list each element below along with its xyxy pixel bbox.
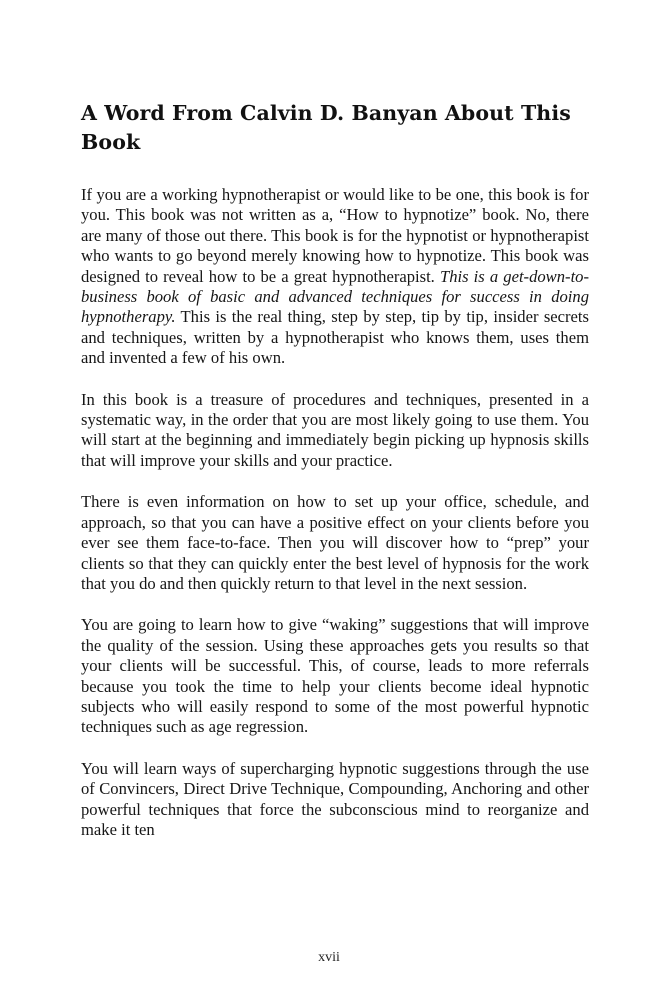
paragraph-2: In this book is a treasure of procedures and techniques, presented in a systematic way, in the order that you are most likely going to use them. You will start at the beginning and immediately begin picking up hypnosis skills that will improve your skills and your practice. — [81, 389, 589, 470]
paragraph-3: There is even information on how to set up your office, schedule, and approach, so that you can have a positive effect on your clients before you ever see them face-to-face. Then you will discover how to “prep” your clients so that they can quickly enter the best level of hypnosis for the work that you do and then quickly return to that level in the next session. — [81, 492, 589, 593]
page-title: A Word From Calvin D. Banyan About This Book — [81, 101, 571, 154]
paragraph-1 — [81, 185, 589, 369]
paragraph-4: You are going to learn how to give “waking” suggestions that will improve the quality of the session. Using these approaches gets you results so that your clients will be successful. This, of course, leads to more referrals because you took the time to help your clients become ideal hypnotic subjects who will easily respond to some of the most powerful hypnotic techniques such as age regression. — [81, 615, 589, 737]
page-number: xvii — [318, 950, 340, 965]
paragraph-5: You will learn ways of supercharging hypnotic suggestions through the use of Convincers, Direct Drive Technique, Compounding, Anchoring and other powerful techniques that force the subconscious mind to reorganize and make it ten — [81, 758, 589, 839]
paragraph-1-text: If you are a working hypnotherapist or would like to be one, this book is for you. This book was not written as a, “How to hypnotize” book. No, there are many of those out there. This book is for the hypnotist or hypnotherapist who wants to go beyond merely knowing how to hypnotize. This book was designed to reveal how to be a great hypnotherapist. — [81, 185, 589, 286]
paragraph-1-italic-text: This is a get-down-to-business book of basic and advanced techniques for success in doing hypnotherapy. — [81, 266, 590, 327]
paragraph-1-text-end: This is the real thing, step by step, tip by tip, insider secrets and techniques, written by a hypnotherapist who knows them, uses them and invented a few of his own. — [81, 307, 589, 368]
page-content — [81, 99, 589, 861]
body-text — [81, 185, 589, 840]
